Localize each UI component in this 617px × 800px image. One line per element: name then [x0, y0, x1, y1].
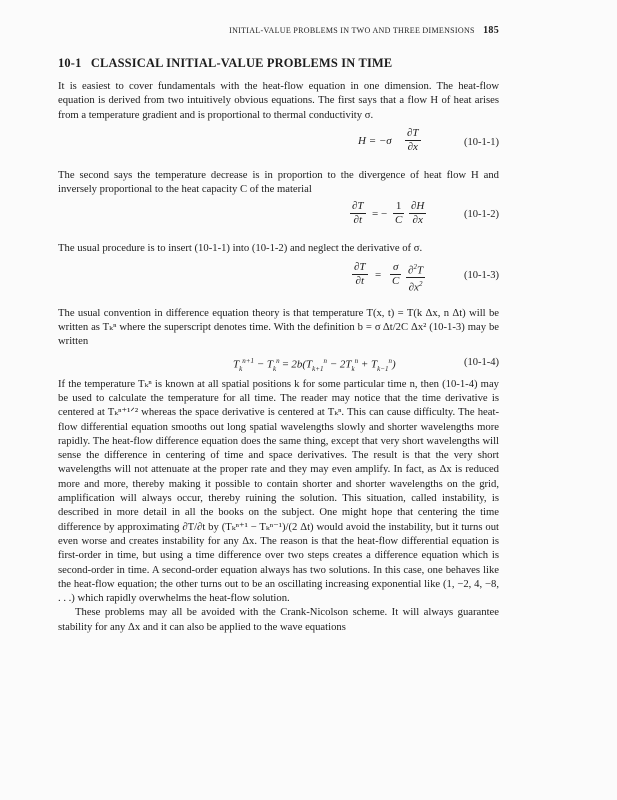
equation-10-1-1: H = −σ $\frac{\partial T}{\partial x}$ (10-1-1): [358, 126, 499, 153]
equation-10-1-4: $T_k^{n+1} - T_k^n = 2b(T_{k+1}^n - 2T_k^n + T_{k-1}^n)$ (10-1-4): [233, 356, 499, 373]
page-number: 185: [483, 25, 499, 36]
running-header: [58, 24, 499, 38]
paragraph-1: It is easiest to cover fundamentals with the heat-flow equation in one dimension. The heat-flow equation is derived from two intuitively obvious equations. The first says that a flow H of heat arises from a temperature gradient and is proportional to thermal conductivity σ.: [58, 81, 499, 121]
document-page: [58, 24, 499, 635]
section-number: 10-1: [58, 56, 82, 70]
equation-number: (10-1-1): [464, 136, 499, 148]
paragraph-6: These problems may all be avoided with the Crank-Nicolson scheme. It will always guarantee stability for any Δx and it can also be applied to the wave equations: [58, 607, 499, 633]
equation-number: (10-1-3): [464, 269, 499, 281]
section-title: CLASSICAL INITIAL-VALUE PROBLEMS IN TIME: [90, 56, 393, 70]
running-title: INITIAL-VALUE PROBLEMS IN TWO AND THREE DIMENSIONS: [229, 26, 475, 35]
paragraph-5: If the temperature Tₖⁿ is known at all spatial positions k for some particular time n, then (10-1-4) may be used to calculate the temperature for all time. The reader may notice that the time derivative is centered at Tₖⁿ⁺¹ᐟ² whereas the space derivative is centered at Tₖⁿ. This can cause difficulty. The heat-flow differential equation smooths out long spatial wavelengths slowly and shorter wavelengths more rapidly. The heat-flow difference equation does the same thing, except that very short wavelengths will sense the difference in centering of time and space derivatives. The result is that the very short wavelengths will not attenuate at the proper rate and they may even amplify. In fact, as Δx is reduced more and more, thereby making it possible to contain shorter and shorter wavelengths on the grid, amplification will always occur, thereby ruining the solution. This situation, called instability, is described in more detail in all the books on the subject. One might hope that centering the time difference by approximating ∂T/∂t by (Tₖⁿ⁺¹ − Tₖⁿ⁻¹)/(2 Δt) would avoid the instability, but it turns out even worse and creates instability for any Δx. The reason is that the heat-flow differential equation is first-order in time, but using a time difference over two steps creates a difference equation which is second-order in time. A second-order equation always has two solutions. In this case, one behaves like the heat-flow equation; the other turns out to be an oscillating increasing exponential like (1, −2, 4, −8, . . .) which rapidly overwhelms the heat-flow solution.: [58, 378, 499, 605]
equation-10-1-3: $\frac{\partial T}{\partial t}$ = $\frac{\sigma}{C}$ $\frac{\partial^2T}{\partial x^2}$ (10-1-3): [354, 260, 499, 295]
equation-number: (10-1-2): [464, 209, 499, 221]
section-heading: [58, 55, 499, 71]
paragraph-4: The usual convention in difference equation theory is that temperature T(x, t) = T(k Δx, n Δt) will be written as Tₖⁿ where the superscript denotes time. With the definition b = σ Δt/2C Δx² (10-1-3) may be written: [58, 307, 499, 348]
equation-number: (10-1-4): [464, 356, 499, 368]
equation-10-1-2: $\frac{\partial T}{\partial t}$ = − $\frac{1}{C}$ $\frac{\partial H}{\partial x}$ (10-1-2): [352, 200, 499, 227]
paragraph-3: The usual procedure is to insert (10-1-1) into (10-1-2) and neglect the derivative of σ.: [58, 243, 423, 255]
paragraph-2: The second says the temperature decrease is in proportion to the divergence of heat flow H and inversely proportional to the heat capacity C of the material: [58, 169, 499, 196]
